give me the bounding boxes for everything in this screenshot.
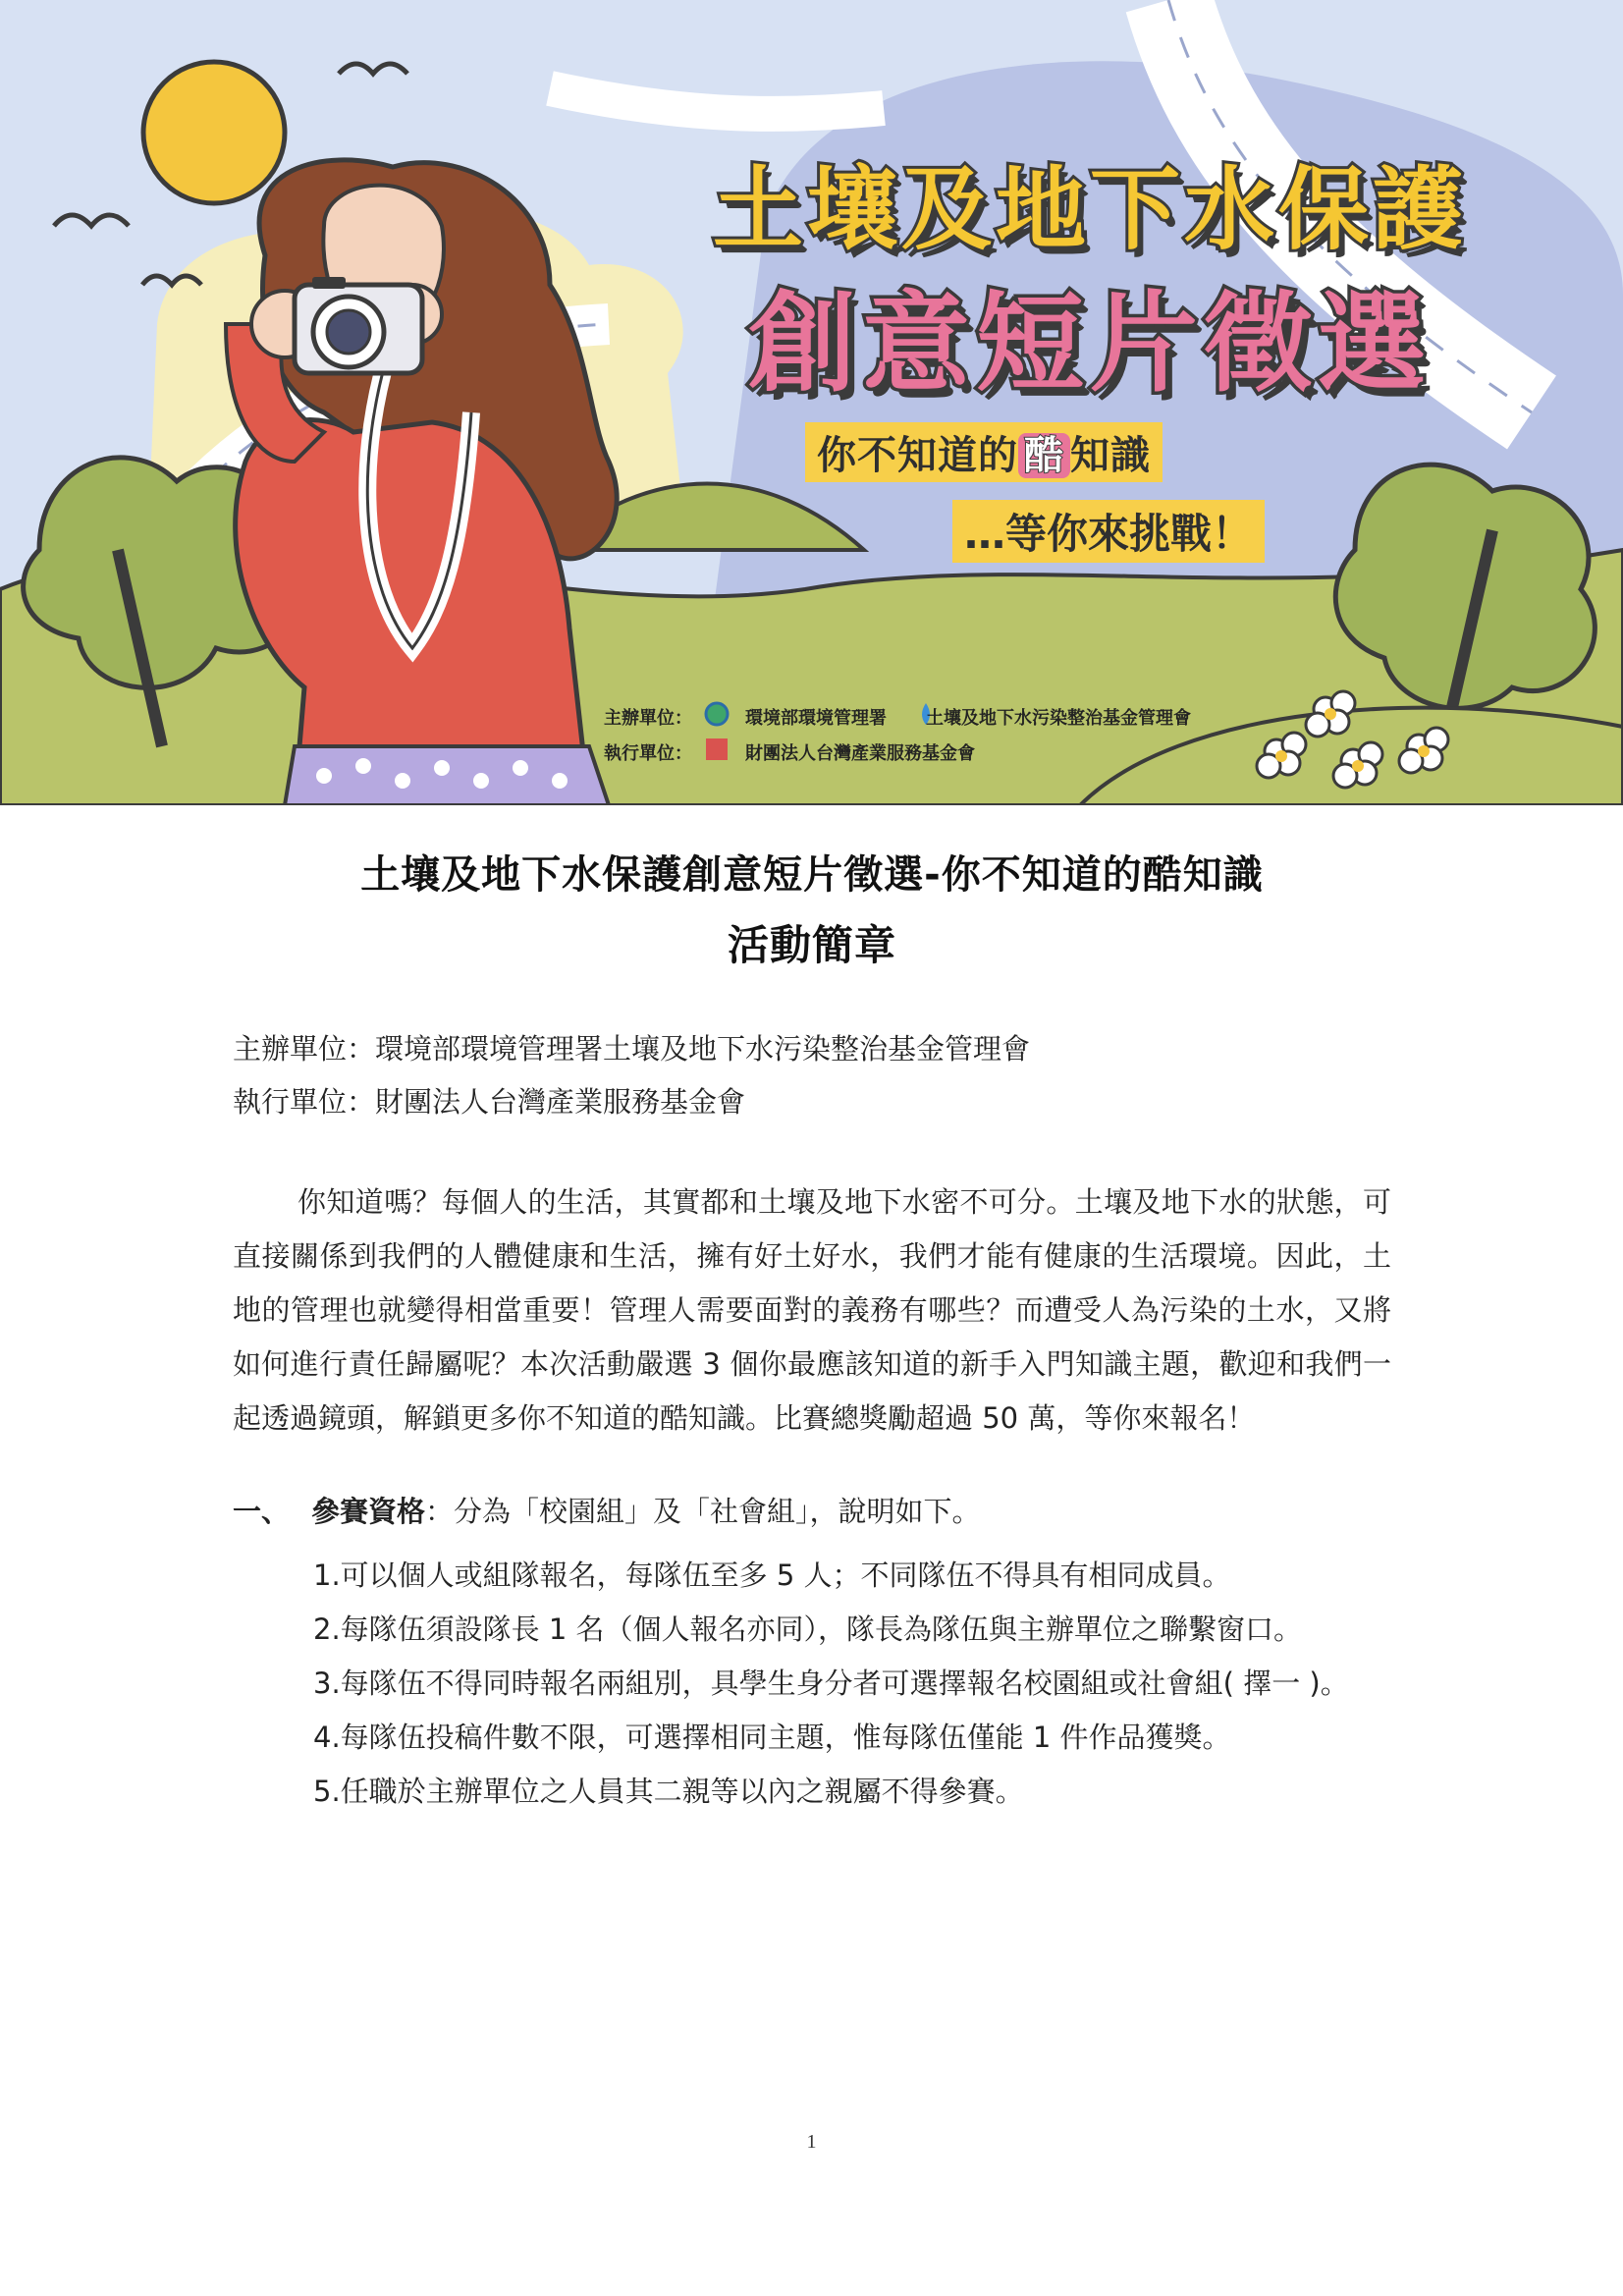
list-item: 2.每隊伍須設隊長 1 名（個人報名亦同），隊長為隊伍與主辦單位之聯繫窗口。	[313, 1613, 1303, 1646]
doc-title-line1: 土壤及地下水保護創意短片徵選-你不知道的酷知識	[360, 852, 1264, 898]
slogan-part2: 知識	[1070, 433, 1151, 478]
doc-intro-paragraph: 你知道嗎？每個人的生活，其實都和土壤及地下水密不可分。土壤及地下水的狀態，可直接關係到我們的人體健康和生活，擁有好土好水，我們才能有健康的生活環境。因此，土地的管理也就變得相當重要！管理人需要面對的義務有哪些？而遭受人為污染的土水，又將如何進行責任歸屬呢？本次活動嚴選 3 個你最應該知道的新手入門知識主題，歡迎和我們一起透過鏡頭，解鎖更多你不知道的酷知識。比賽總獎勵超過 50 萬，等你來報名！	[233, 1185, 1391, 1435]
section-number: 一、	[233, 1495, 291, 1528]
document-body	[233, 840, 1391, 1819]
slogan-part1: 你不知道的	[817, 433, 1018, 478]
list-item: 3.每隊伍不得同時報名兩組別，具學生身分者可選擇報名校園組或社會組( 擇一 )。	[313, 1667, 1349, 1700]
banner-executor-row	[604, 735, 1311, 770]
banner-slogan	[805, 422, 1316, 563]
slogan-highlight: 酷	[1018, 433, 1070, 478]
page-number: 1	[806, 2131, 817, 2153]
doc-org-lines	[233, 1022, 1391, 1128]
section-label: 參賽資格	[311, 1495, 426, 1528]
banner-title-line2: 創意短片徵選	[748, 281, 1432, 407]
section-eligibility	[233, 1485, 1391, 1539]
executor-label: 執行單位：	[604, 743, 692, 764]
banner-title-line1: 土壤及地下水保護	[712, 157, 1467, 262]
doc-organizer-line: 主辦單位：環境部環境管理署土壤及地下水污染整治基金管理會	[233, 1032, 1031, 1066]
list-item: 1.可以個人或組隊報名，每隊伍至多 5 人；不同隊伍不得具有相同成員。	[313, 1558, 1231, 1592]
organizer-2: 土壤及地下水污染整治基金管理會	[926, 708, 1191, 729]
section-text: ：分為「校園組」及「社會組」，說明如下。	[425, 1495, 981, 1528]
banner-org-info	[604, 699, 1311, 770]
organizer-label: 主辦單位：	[604, 708, 692, 729]
list-item: 5.任職於主辦單位之人員其二親等以內之親屬不得參賽。	[313, 1775, 1024, 1808]
doc-executor-line: 執行單位：財團法人台灣產業服務基金會	[233, 1085, 746, 1119]
doc-title-line2: 活動簡章	[727, 921, 896, 969]
banner-organizer-row	[604, 699, 1311, 735]
slogan-line2: …等你來挑戰！	[952, 500, 1265, 563]
organizer-1: 環境部環境管理署	[745, 708, 887, 729]
executor-name: 財團法人台灣產業服務基金會	[745, 743, 975, 764]
eligibility-list	[313, 1549, 1391, 1819]
banner	[0, 0, 1623, 805]
list-item: 4.每隊伍投稿件數不限，可選擇相同主題，惟每隊伍僅能 1 件作品獲獎。	[313, 1721, 1231, 1754]
slogan-line1	[805, 422, 1163, 482]
